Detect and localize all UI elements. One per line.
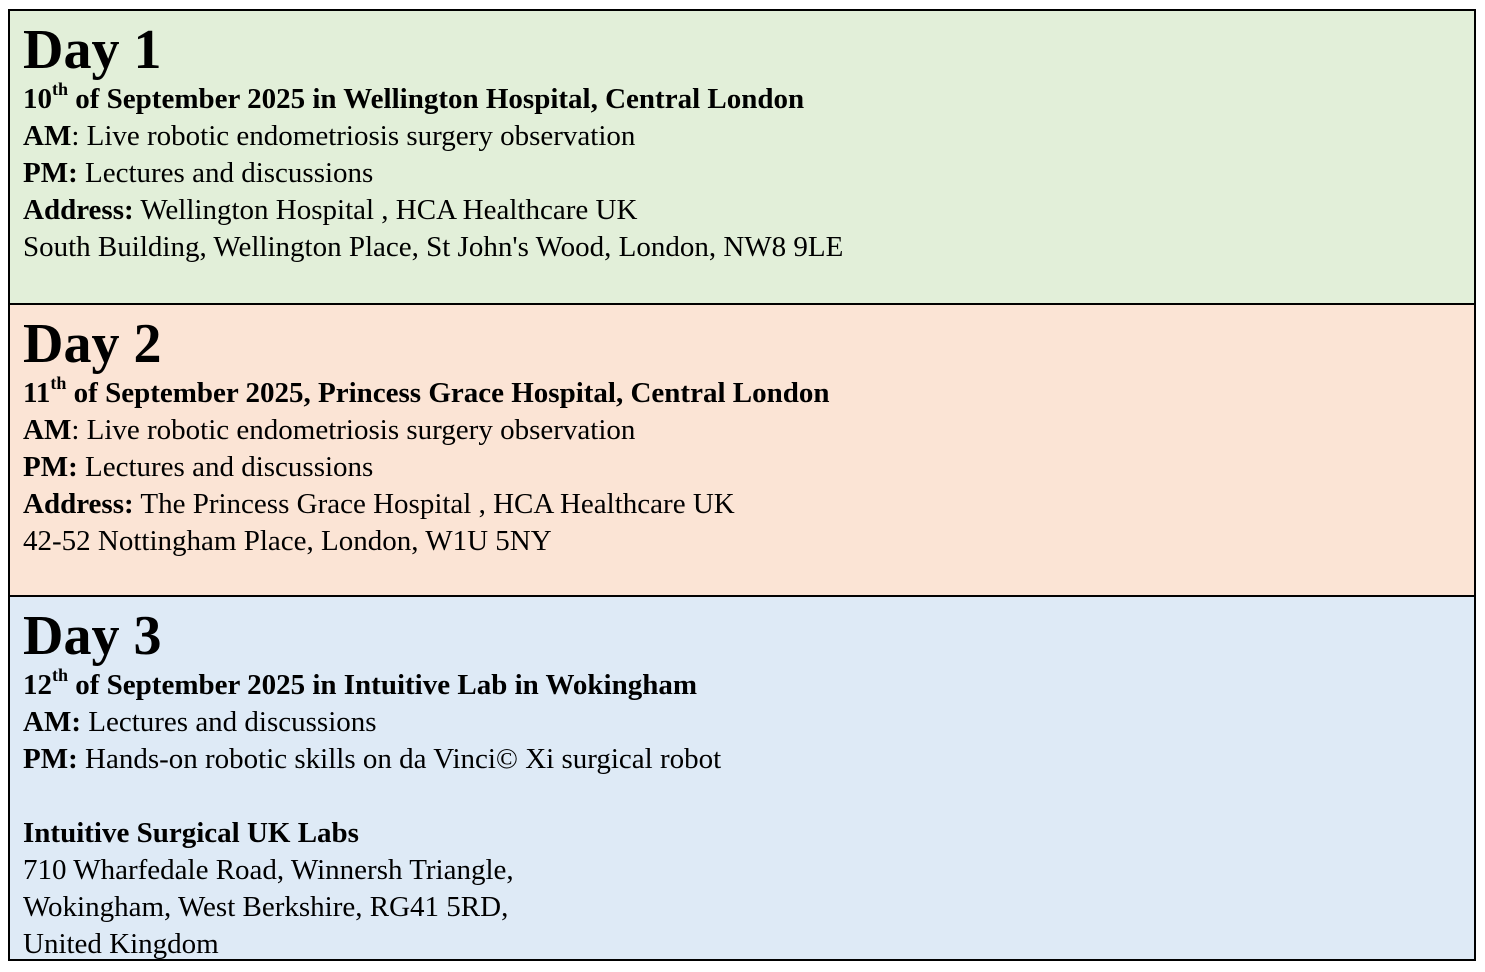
day-date xyxy=(23,81,1461,118)
am-text: : Live robotic endometriosis surgery observation xyxy=(71,414,636,446)
pm-label: PM: xyxy=(23,451,78,483)
venue-name: Intuitive Surgical UK Labs xyxy=(23,817,359,849)
day-date xyxy=(23,375,1461,412)
pm-label: PM: xyxy=(23,157,78,189)
date-number: 10 xyxy=(23,83,52,115)
date-ordinal: th xyxy=(50,373,67,394)
address-line xyxy=(23,192,1461,229)
date-ordinal: th xyxy=(52,79,69,100)
address-line xyxy=(23,486,1461,523)
am-line xyxy=(23,118,1461,155)
date-number: 12 xyxy=(23,669,52,701)
address-line-2: Wokingham, West Berkshire, RG41 5RD, xyxy=(23,891,509,923)
day-date xyxy=(23,667,1461,704)
day-title: Day 2 xyxy=(23,313,162,375)
pm-line xyxy=(23,449,1461,486)
pm-text: Hands-on robotic skills on da Vinci© Xi surgical robot xyxy=(77,743,722,775)
date-location: of September 2025, Princess Grace Hospital, Central London xyxy=(66,377,830,409)
am-line xyxy=(23,412,1461,449)
pm-text: Lectures and discussions xyxy=(77,157,374,189)
am-text: Lectures and discussions xyxy=(80,706,377,738)
am-line xyxy=(23,704,1461,741)
am-label: AM: xyxy=(23,706,81,738)
address-label: Address: xyxy=(23,194,134,226)
address-line-3: United Kingdom xyxy=(23,928,219,959)
pm-line xyxy=(23,741,1461,778)
am-label: AM xyxy=(23,120,72,152)
address-text: The Princess Grace Hospital , HCA Healthcare UK xyxy=(133,488,735,520)
schedule-table xyxy=(8,9,1476,961)
address-label: Address: xyxy=(23,488,134,520)
date-location: of September 2025 in Wellington Hospital, Central London xyxy=(68,83,805,115)
date-number: 11 xyxy=(23,377,51,409)
pm-text: Lectures and discussions xyxy=(77,451,374,483)
pm-label: PM: xyxy=(23,743,78,775)
date-ordinal: th xyxy=(52,665,69,686)
address-line-2: 42-52 Nottingham Place, London, W1U 5NY xyxy=(23,525,552,557)
day-2-section xyxy=(10,303,1474,595)
am-label: AM xyxy=(23,414,72,446)
blank-line xyxy=(23,778,1461,815)
day-3-section xyxy=(10,595,1474,959)
day-title: Day 3 xyxy=(23,605,162,667)
pm-line xyxy=(23,155,1461,192)
address-line-2: South Building, Wellington Place, St John's Wood, London, NW8 9LE xyxy=(23,231,844,263)
date-location: of September 2025 in Intuitive Lab in Wokingham xyxy=(68,669,697,701)
day-title: Day 1 xyxy=(23,19,162,81)
address-line-1: 710 Wharfedale Road, Winnersh Triangle, xyxy=(23,854,514,886)
am-text: : Live robotic endometriosis surgery observation xyxy=(71,120,636,152)
address-text: Wellington Hospital , HCA Healthcare UK xyxy=(133,194,638,226)
day-1-section xyxy=(10,11,1474,303)
